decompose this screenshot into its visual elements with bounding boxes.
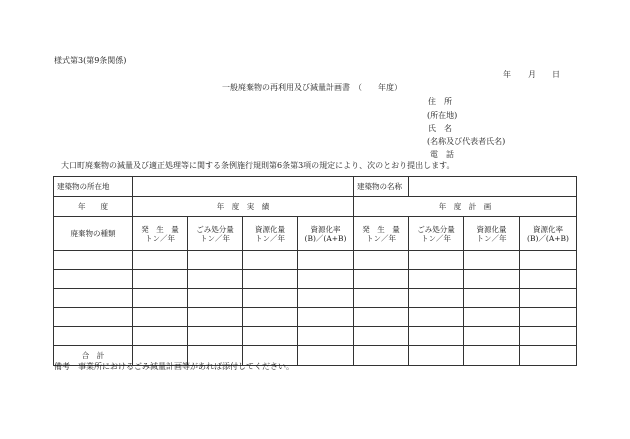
col-header-7-line2: トン／年 bbox=[476, 233, 507, 243]
table-cell[interactable] bbox=[409, 308, 464, 327]
table-cell[interactable] bbox=[243, 289, 298, 308]
col-header-5-line2: トン／年 bbox=[366, 233, 396, 243]
col-header-5-line1: 発 生 量 bbox=[362, 224, 400, 234]
table-row bbox=[54, 251, 577, 270]
table-cell[interactable] bbox=[133, 251, 188, 270]
col-header-1-line1: 発 生 量 bbox=[141, 224, 179, 234]
document-title: 一般廃棄物の再利用及び減量計画書 （ 年度） bbox=[222, 83, 402, 92]
table-cell[interactable] bbox=[354, 289, 409, 308]
date-year: 年 bbox=[503, 70, 511, 79]
table-cell[interactable] bbox=[520, 346, 577, 366]
table-cell[interactable] bbox=[298, 270, 354, 289]
table-cell[interactable] bbox=[298, 327, 354, 346]
table-cell[interactable] bbox=[243, 251, 298, 270]
table-cell[interactable] bbox=[188, 327, 243, 346]
table-cell[interactable] bbox=[188, 289, 243, 308]
table-cell[interactable] bbox=[243, 308, 298, 327]
building-location-label: 建築物の所在地 bbox=[54, 177, 133, 197]
waste-type-label: 廃棄物の種類 bbox=[54, 217, 133, 251]
table-cell[interactable] bbox=[354, 346, 409, 366]
col-header-6 bbox=[409, 217, 464, 251]
table-row bbox=[54, 289, 577, 308]
col-header-8-line2: (B)／(A+B) bbox=[527, 233, 569, 243]
col-header-6-line2: トン／年 bbox=[421, 233, 451, 243]
col-header-3-line2: トン／年 bbox=[255, 233, 285, 243]
table-cell[interactable] bbox=[409, 346, 464, 366]
address-label: 住 所 bbox=[428, 97, 452, 106]
table-cell[interactable] bbox=[409, 327, 464, 346]
table-cell[interactable] bbox=[354, 308, 409, 327]
table-cell[interactable] bbox=[298, 308, 354, 327]
remarks-note: 備考 事業所におけるごみ減量計画等があれば添付してください。 bbox=[54, 362, 294, 371]
table-cell[interactable] bbox=[464, 327, 520, 346]
table-cell[interactable] bbox=[464, 270, 520, 289]
col-header-4-line2: (B)／(A+B) bbox=[304, 233, 347, 243]
table-cell[interactable] bbox=[298, 346, 354, 366]
table-cell[interactable] bbox=[188, 308, 243, 327]
table-cell[interactable] bbox=[54, 251, 133, 270]
col-header-2-line1: ごみ処分量 bbox=[196, 224, 234, 234]
col-header-2-line2: トン／年 bbox=[200, 233, 230, 243]
table-cell[interactable] bbox=[243, 327, 298, 346]
name-note: (名称及び代表者氏名) bbox=[427, 137, 506, 146]
table-cell[interactable] bbox=[520, 270, 577, 289]
table-row bbox=[54, 270, 577, 289]
table-cell[interactable] bbox=[409, 270, 464, 289]
col-header-8-line1: 資源化率 bbox=[533, 224, 563, 234]
fiscal-year-label: 年 度 bbox=[54, 197, 133, 217]
col-header-1-line2: トン／年 bbox=[145, 233, 175, 243]
table-cell[interactable] bbox=[133, 270, 188, 289]
table-cell[interactable] bbox=[54, 270, 133, 289]
col-header-8 bbox=[520, 217, 577, 251]
table-cell[interactable] bbox=[520, 327, 577, 346]
total-label: 合 計 bbox=[54, 346, 133, 366]
table-cell[interactable] bbox=[133, 327, 188, 346]
col-header-3 bbox=[243, 217, 298, 251]
col-header-2 bbox=[188, 217, 243, 251]
col-header-7 bbox=[464, 217, 520, 251]
table-cell[interactable] bbox=[520, 289, 577, 308]
table-cell[interactable] bbox=[54, 327, 133, 346]
table-cell[interactable] bbox=[188, 270, 243, 289]
table-cell[interactable] bbox=[298, 251, 354, 270]
table-cell[interactable] bbox=[188, 251, 243, 270]
table-cell[interactable] bbox=[133, 289, 188, 308]
table-row bbox=[54, 327, 577, 346]
col-header-4 bbox=[298, 217, 354, 251]
table-cell[interactable] bbox=[54, 289, 133, 308]
col-header-3-line1: 資源化量 bbox=[255, 224, 285, 234]
col-header-5 bbox=[354, 217, 409, 251]
table-cell[interactable] bbox=[298, 289, 354, 308]
table-cell[interactable] bbox=[354, 327, 409, 346]
table-cell[interactable] bbox=[520, 308, 577, 327]
intro-text: 大口町廃棄物の減量及び適正処理等に関する条例施行規則第6条第3項の規定により、次のとおり提出します。 bbox=[61, 161, 455, 170]
col-header-4-line1: 資源化率 bbox=[310, 224, 341, 234]
name-label: 氏 名 bbox=[428, 124, 452, 133]
date-month: 月 bbox=[528, 70, 536, 79]
results-header: 年 度 実 績 bbox=[133, 197, 354, 217]
table-cell[interactable] bbox=[409, 289, 464, 308]
building-location-field[interactable] bbox=[133, 177, 354, 197]
table-row bbox=[54, 308, 577, 327]
location-note: (所在地) bbox=[427, 111, 458, 120]
table-cell[interactable] bbox=[409, 251, 464, 270]
table-cell[interactable] bbox=[354, 251, 409, 270]
building-name-label: 建築物の名称 bbox=[354, 177, 409, 197]
table-cell[interactable] bbox=[520, 251, 577, 270]
table-cell[interactable] bbox=[464, 308, 520, 327]
col-header-7-line1: 資源化量 bbox=[476, 224, 507, 234]
form-number: 様式第3(第9条関係) bbox=[54, 56, 127, 65]
table-cell[interactable] bbox=[464, 251, 520, 270]
building-name-field[interactable] bbox=[409, 177, 577, 197]
col-header-1 bbox=[133, 217, 188, 251]
table-cell[interactable] bbox=[133, 308, 188, 327]
plan-header: 年 度 計 画 bbox=[354, 197, 577, 217]
col-header-6-line1: ごみ処分量 bbox=[417, 224, 455, 234]
table-cell[interactable] bbox=[464, 346, 520, 366]
waste-plan-table bbox=[53, 176, 577, 366]
date-day: 日 bbox=[552, 70, 560, 79]
phone-label: 電 話 bbox=[430, 150, 454, 159]
table-cell[interactable] bbox=[54, 308, 133, 327]
table-cell[interactable] bbox=[354, 270, 409, 289]
table-cell[interactable] bbox=[464, 289, 520, 308]
table-cell[interactable] bbox=[243, 270, 298, 289]
